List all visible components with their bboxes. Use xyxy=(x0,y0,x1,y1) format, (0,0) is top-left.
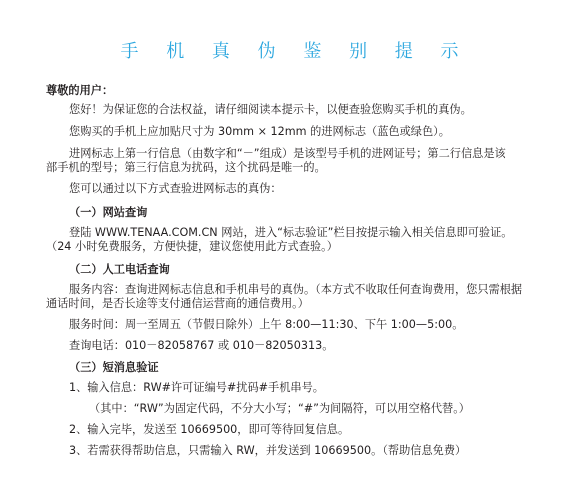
intro-line: 您购买的手机上应加贴尺寸为 30mm × 12mm 的进网标志（蓝色或绿色）。 xyxy=(69,125,450,138)
page-title: 手 机 真 伪 鉴 别 提 示 xyxy=(120,41,470,62)
sms-step: 2、输入完毕，发送至 10669500，即可等待回复信息。 xyxy=(69,423,350,436)
sms-step: 3、若需获得帮助信息，只需输入 RW，并发送到 10669500。（帮助信息免费） xyxy=(69,444,467,457)
service-hours: 服务时间：周一至周五（节假日除外）上午 8:00—11:30、下午 1:00—5:00。 xyxy=(69,318,464,331)
salutation: 尊敬的用户： xyxy=(46,84,114,97)
intro-line: 您可以通过以下方式查验进网标志的真伪： xyxy=(69,182,282,195)
sms-note: （其中：“RW”为固定代码，不分大小写；“#”为间隔符，可以用空格代替。） xyxy=(89,402,470,415)
intro-line: 进网标志上第一行信息（由数字和“－”组成）是该型号手机的进网证号；第二行信息是该 xyxy=(69,147,506,160)
section-phone-heading: （二）人工电话查询 xyxy=(69,263,170,276)
sms-step: 1、输入信息：RW#许可证编号#扰码#手机串号。 xyxy=(69,381,324,394)
section-sms-heading: （三）短消息验证 xyxy=(69,361,159,374)
section-web-line: （24 小时免费服务，方便快捷，建议您使用此方式查验。） xyxy=(46,240,338,253)
section-phone-line: 服务内容：查询进网标志信息和手机串号的真伪。（本方式不收取任何查询费用，您只需根据 xyxy=(69,283,523,296)
section-phone-line: 通话时间，是否长途等支付通信运营商的通信费用。） xyxy=(46,297,309,310)
section-web-heading: （一）网站查询 xyxy=(69,206,148,219)
intro-line: 部手机的型号；第三行信息为扰码，这个扰码是唯一的。 xyxy=(46,161,326,174)
intro-line: 您好！为保证您的合法权益，请仔细阅读本提示卡，以便查验您购买手机的真伪。 xyxy=(69,103,472,116)
section-web-line: 登陆 WWW.TENAA.COM.CN 网站，进入“标志验证”栏目按提示输入相关信息即可验证。 xyxy=(69,226,513,239)
hotline-numbers: 查询电话：010－82058767 或 010－82050313。 xyxy=(69,339,334,352)
